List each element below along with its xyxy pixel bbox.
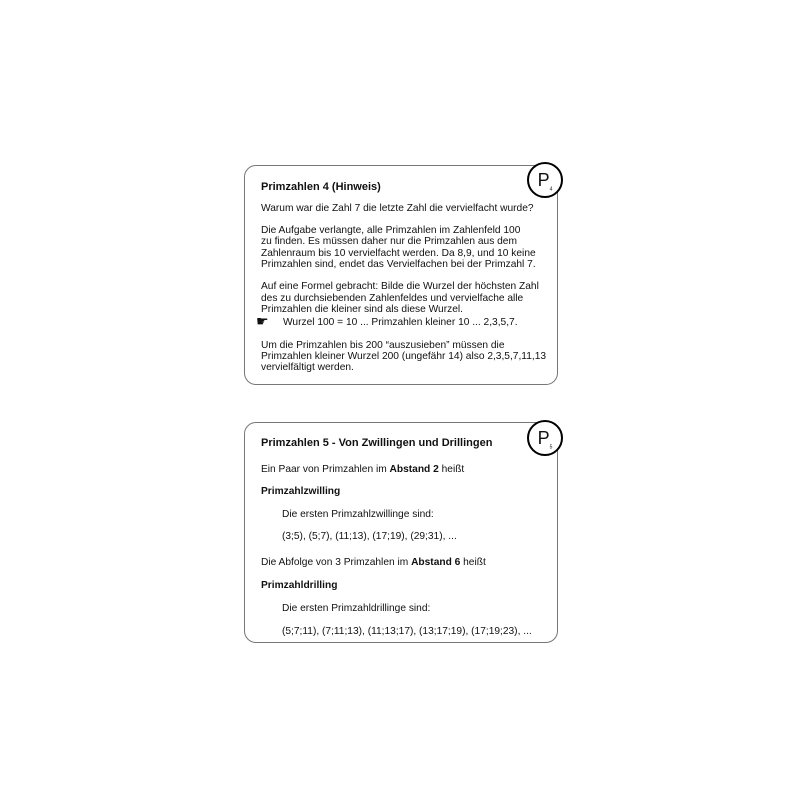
text-line: Primzahlen die kleiner sind als diese Wurzel. — [261, 304, 463, 315]
text-line: zu finden. Es müssen daher nur die Primzahlen aus dem — [261, 236, 517, 247]
text-line: Um die Primzahlen bis 200 “auszusieben” müssen die — [261, 340, 505, 351]
text-line: Auf eine Formel gebracht: Bilde die Wurzel der höchsten Zahl — [261, 281, 539, 292]
page-badge-p5: $P_5$ — [527, 420, 563, 456]
text-line: Wurzel 100 = 10 ... Primzahlen kleiner 10 ... 2,3,5,7. — [283, 317, 518, 328]
triplet-list: (5;7;11), (7;11;13), (11;13;17), (13;17;19), (17;19;23), ... — [282, 626, 532, 637]
page-badge-p4: $P_4$ — [527, 162, 563, 198]
term-twin: Primzahlzwilling — [261, 486, 341, 497]
term-triplet: Primzahldrilling — [261, 580, 338, 591]
text-line: Die ersten Primzahlzwillinge sind: — [282, 509, 434, 520]
twin-list: (3;5), (5;7), (11;13), (17;19), (29;31), ... — [282, 531, 457, 542]
text-line: Ein Paar von Primzahlen im Abstand 2 heißt — [261, 464, 465, 475]
text-line: Zahlenraum bis 10 vervielfacht werden. Da 8,9, und 10 keine — [261, 248, 536, 259]
text-line: vervielfältigt werden. — [261, 362, 354, 373]
text-line: Primzahlen kleiner Wurzel 200 (ungefähr 14) also 2,3,5,7,11,13 — [261, 351, 547, 362]
pointing-hand-icon: ☛ — [256, 313, 269, 329]
text-line: Die ersten Primzahldrillinge sind: — [282, 603, 431, 614]
card-title: Primzahlen 4 (Hinweis) — [261, 181, 381, 193]
text-line: Die Aufgabe verlangte, alle Primzahlen im Zahlenfeld 100 — [261, 225, 521, 236]
text-line: Warum war die Zahl 7 die letzte Zahl die vervielfacht wurde? — [261, 203, 534, 214]
text-line: Primzahlen sind, endet das Vervielfachen bei der Primzahl 7. — [261, 259, 536, 270]
text-line: des zu durchsiebenden Zahlenfeldes und vervielfache alle — [261, 293, 524, 304]
text-line: Die Abfolge von 3 Primzahlen im Abstand 6 heißt — [261, 557, 486, 568]
card-title: Primzahlen 5 - Von Zwillingen und Drillingen — [261, 437, 493, 449]
